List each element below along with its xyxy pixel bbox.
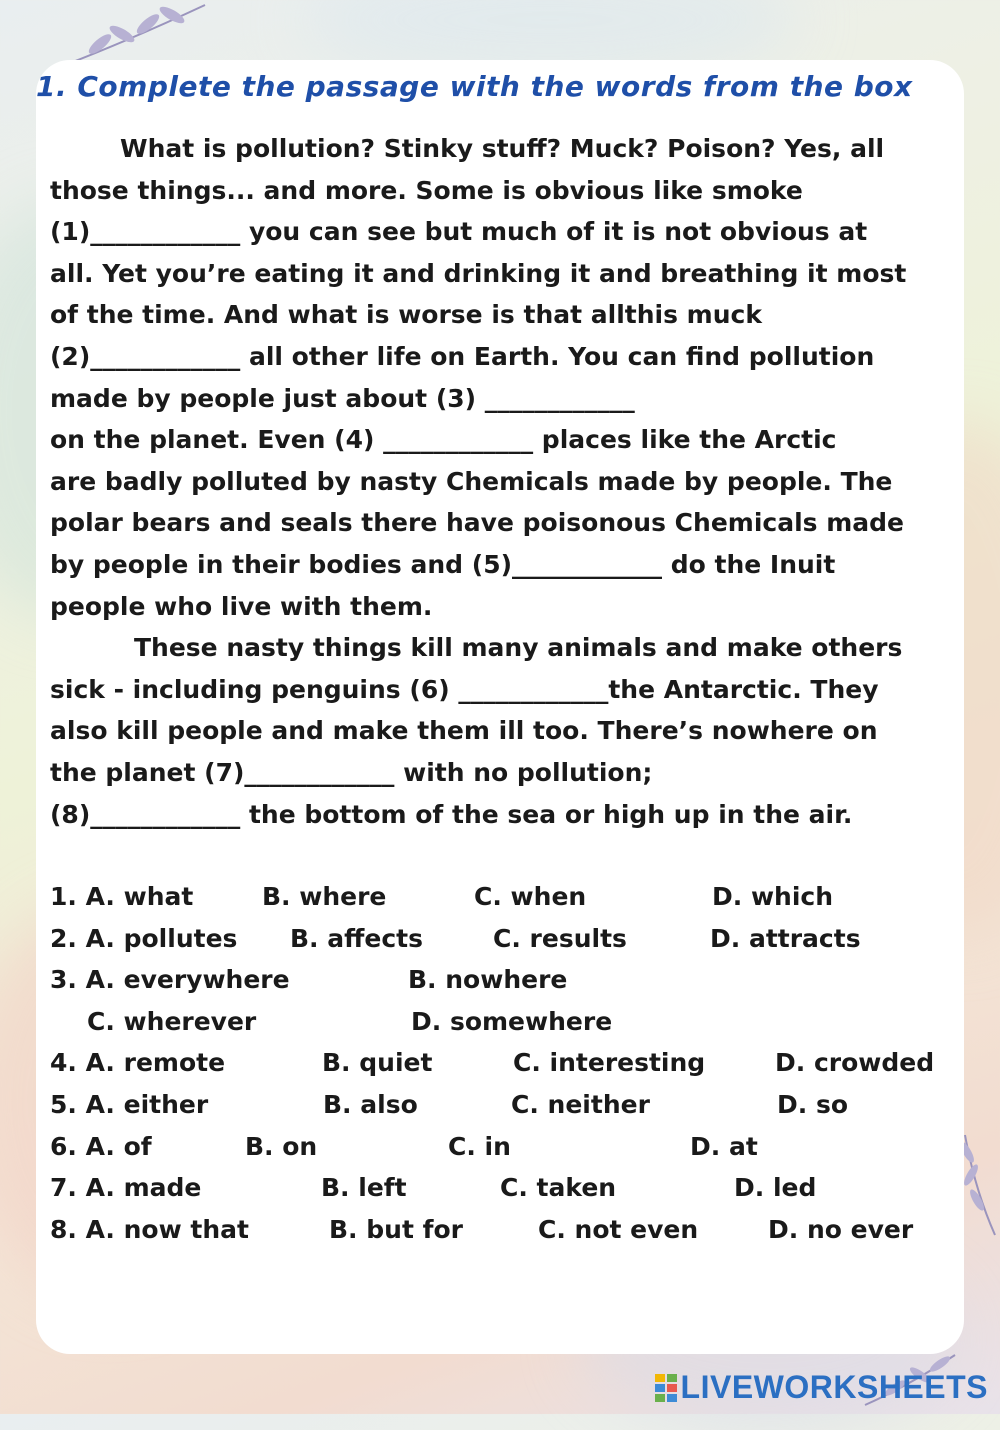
option-8d: D. no ever xyxy=(768,1214,914,1244)
option-1a: 1. A. what xyxy=(50,882,194,911)
passage-line: by people in their bodies and (5)____________ do the Inuit xyxy=(50,549,836,579)
option-5b: B. also xyxy=(323,1089,418,1119)
option-4b: B. quiet xyxy=(322,1048,433,1078)
option-6d: D. at xyxy=(690,1131,758,1161)
passage-line: people who live with them. xyxy=(50,591,433,621)
option-2a: 2. A. pollutes xyxy=(50,923,238,953)
option-1c: C. when xyxy=(474,882,587,911)
option-3a: 3. A. everywhere xyxy=(50,965,290,995)
option-8a: 8. A. now that xyxy=(50,1214,249,1244)
option-6b: B. on xyxy=(245,1131,318,1161)
question-3-row-cont xyxy=(50,1001,950,1043)
option-3d: D. somewhere xyxy=(411,1006,613,1036)
passage-line: (8)____________ the bottom of the sea or high up in the air. xyxy=(50,799,853,829)
passage-line: (1)____________ you can see but much of it is not obvious at xyxy=(50,217,868,247)
passage-line: These nasty things kill many animals and make others xyxy=(134,633,903,663)
option-7c: C. taken xyxy=(500,1173,617,1203)
option-8b: B. but for xyxy=(329,1214,463,1244)
option-5d: D. so xyxy=(777,1089,849,1119)
option-2c: C. results xyxy=(493,923,627,953)
option-6a: 6. A. of xyxy=(50,1131,152,1161)
question-7-row xyxy=(50,1167,950,1209)
passage-line: made by people just about (3) ____________ xyxy=(50,383,635,413)
question-8-row xyxy=(50,1209,950,1251)
option-2d: D. attracts xyxy=(710,923,861,953)
liveworksheets-logo-icon xyxy=(655,1374,677,1402)
option-3c: C. wherever xyxy=(87,1006,257,1036)
passage-line: sick - including penguins (6) ____________the Antarctic. They xyxy=(50,674,879,704)
option-8c: C. not even xyxy=(538,1214,699,1244)
option-1d: D. which xyxy=(712,882,834,911)
option-3b: B. nowhere xyxy=(408,965,568,995)
question-3-row xyxy=(50,959,950,1001)
question-6-row xyxy=(50,1126,950,1168)
liveworksheets-logo xyxy=(655,1369,988,1406)
option-4a: 4. A. remote xyxy=(50,1048,226,1078)
passage-line: the planet (7)____________ with no pollution; xyxy=(50,757,653,787)
question-1-row xyxy=(50,876,950,918)
brand-name: LIVEWORKSHEETS xyxy=(680,1369,988,1405)
passage xyxy=(50,128,950,835)
passage-line: (2)____________ all other life on Earth. You can find pollution xyxy=(50,341,875,371)
option-5a: 5. A. either xyxy=(50,1089,209,1119)
question-5-row xyxy=(50,1084,950,1126)
option-7d: D. led xyxy=(734,1173,817,1203)
question-2-row xyxy=(50,918,950,960)
option-4d: D. crowded xyxy=(775,1048,935,1078)
option-1b: B. where xyxy=(262,882,387,911)
option-7b: B. left xyxy=(321,1173,407,1203)
passage-line: are badly polluted by nasty Chemicals made by people. The xyxy=(50,466,893,496)
passage-line: polar bears and seals there have poisonous Chemicals made xyxy=(50,508,905,538)
option-7a: 7. A. made xyxy=(50,1173,202,1203)
answer-options xyxy=(50,876,950,1250)
option-2b: B. affects xyxy=(290,923,423,953)
option-4c: C. interesting xyxy=(513,1048,706,1078)
passage-line: all. Yet you’re eating it and drinking it and breathing it most xyxy=(50,258,907,288)
question-4-row xyxy=(50,1042,950,1084)
passage-line: those things... and more. Some is obvious like smoke xyxy=(50,175,803,205)
exercise-title: 1. Complete the passage with the words from the box xyxy=(36,70,913,103)
option-5c: C. neither xyxy=(511,1089,650,1119)
passage-line: also kill people and make them ill too. There’s nowhere on xyxy=(50,716,878,746)
passage-line: on the planet. Even (4) ____________ places like the Arctic xyxy=(50,425,837,455)
option-6c: C. in xyxy=(448,1131,511,1161)
passage-line: of the time. And what is worse is that allthis muck xyxy=(50,300,762,330)
passage-line: What is pollution? Stinky stuff? Muck? Poison? Yes, all xyxy=(120,134,885,163)
